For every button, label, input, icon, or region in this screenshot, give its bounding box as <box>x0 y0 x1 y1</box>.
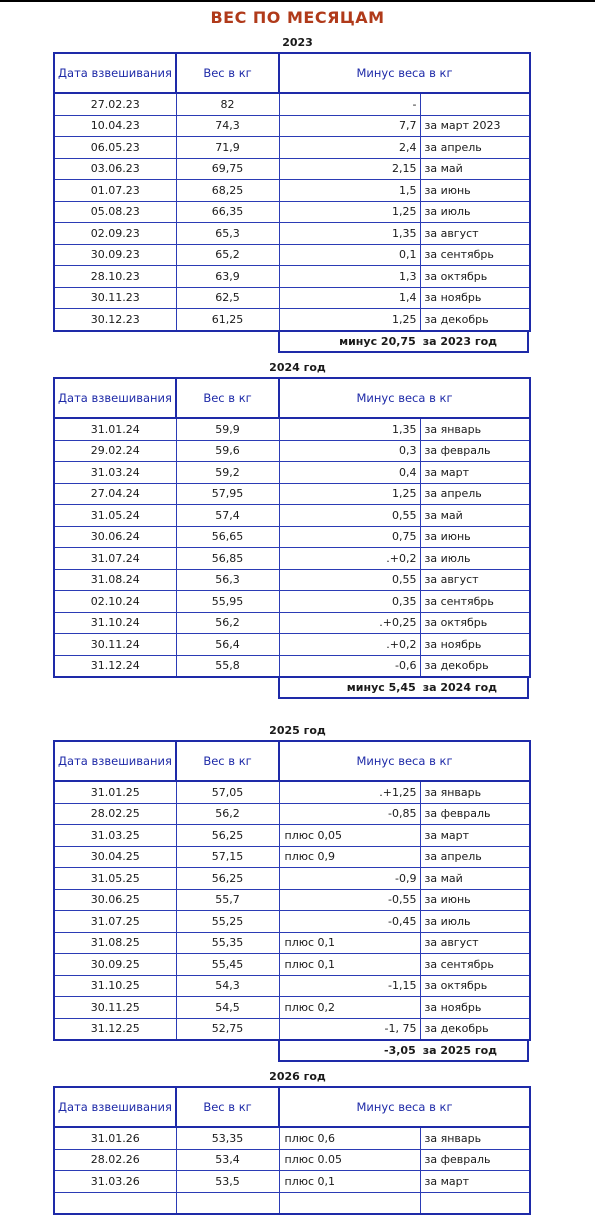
date-cell: 05.08.23 <box>54 201 176 223</box>
period-cell: за март <box>420 462 530 484</box>
change-cell: плюс 0,2 <box>279 997 420 1019</box>
weight-cell: 53,35 <box>176 1127 279 1149</box>
date-cell: 30.11.24 <box>54 634 176 656</box>
weight-cell: 62,5 <box>176 287 279 309</box>
header-minus: Минус веса в кг <box>279 378 530 418</box>
change-cell: .+0,2 <box>279 548 420 570</box>
date-cell: 31.03.24 <box>54 462 176 484</box>
weight-cell: 59,6 <box>176 440 279 462</box>
period-cell: за август <box>420 932 530 954</box>
change-cell: -0,9 <box>279 868 420 890</box>
period-cell: за апрель <box>420 137 530 159</box>
period-cell: за сентябрь <box>420 244 530 266</box>
period-cell: за май <box>420 868 530 890</box>
table-header-row <box>54 1087 530 1127</box>
period-cell: за март 2023 <box>420 115 530 137</box>
change-cell: плюс 0,1 <box>279 1171 420 1193</box>
date-cell: 31.12.25 <box>54 1018 176 1040</box>
change-cell: -0,6 <box>279 655 420 677</box>
change-cell: плюс 0,6 <box>279 1127 420 1149</box>
weight-cell: 53,4 <box>176 1149 279 1171</box>
change-cell: .+1,25 <box>279 781 420 803</box>
date-cell: 02.09.23 <box>54 223 176 245</box>
date-cell: 30.11.23 <box>54 287 176 309</box>
table-row <box>54 180 530 202</box>
period-cell: за сентябрь <box>420 954 530 976</box>
table-header-row <box>54 378 530 418</box>
table-row <box>54 244 530 266</box>
date-cell: 29.02.24 <box>54 440 176 462</box>
period-cell: за октябрь <box>420 612 530 634</box>
date-cell: 31.08.24 <box>54 569 176 591</box>
table-row <box>54 418 530 440</box>
period-cell: за ноябрь <box>420 997 530 1019</box>
date-cell: 30.09.23 <box>54 244 176 266</box>
period-cell: за ноябрь <box>420 287 530 309</box>
weight-cell: 56,65 <box>176 526 279 548</box>
year-heading: 2025 год <box>269 724 326 737</box>
change-cell: 1,35 <box>279 223 420 245</box>
change-cell: плюс 0,1 <box>279 954 420 976</box>
weight-cell: 55,25 <box>176 911 279 933</box>
table-row <box>54 1127 530 1149</box>
change-cell: плюс 0.05 <box>279 1149 420 1171</box>
table-row <box>54 825 530 847</box>
date-cell: 27.04.24 <box>54 483 176 505</box>
change-cell: 0,35 <box>279 591 420 613</box>
date-cell: 31.10.24 <box>54 612 176 634</box>
period-cell: за февраль <box>420 440 530 462</box>
date-cell: 27.02.23 <box>54 93 176 115</box>
change-cell: .+0,2 <box>279 634 420 656</box>
table-row <box>54 223 530 245</box>
period-cell: за февраль <box>420 803 530 825</box>
date-cell: 31.01.26 <box>54 1127 176 1149</box>
period-cell: за июнь <box>420 180 530 202</box>
table-row <box>54 137 530 159</box>
change-cell: .+0,25 <box>279 612 420 634</box>
table-row <box>54 846 530 868</box>
weight-cell: 82 <box>176 93 279 115</box>
change-cell: 1,35 <box>279 418 420 440</box>
table-row <box>54 954 530 976</box>
change-cell: 0,3 <box>279 440 420 462</box>
year-section <box>53 52 529 353</box>
change-cell: - <box>279 93 420 115</box>
change-cell: -0,45 <box>279 911 420 933</box>
weight-cell <box>176 1192 279 1214</box>
period-cell: за июль <box>420 548 530 570</box>
table-row <box>54 462 530 484</box>
table-row <box>54 201 530 223</box>
total-value: минус 20,75 <box>339 334 416 348</box>
period-cell: за сентябрь <box>420 591 530 613</box>
weight-cell: 74,3 <box>176 115 279 137</box>
change-cell: 1,4 <box>279 287 420 309</box>
period-cell: за март <box>420 1171 530 1193</box>
date-cell: 31.12.24 <box>54 655 176 677</box>
weight-cell: 56,2 <box>176 803 279 825</box>
period-cell: за декобрь <box>420 655 530 677</box>
date-cell: 06.05.23 <box>54 137 176 159</box>
change-cell: плюс 0,9 <box>279 846 420 868</box>
period-cell: за декобрь <box>420 1018 530 1040</box>
table-row <box>54 548 530 570</box>
date-cell: 10.04.23 <box>54 115 176 137</box>
date-cell: 31.03.26 <box>54 1171 176 1193</box>
date-cell: 31.07.25 <box>54 911 176 933</box>
date-cell: 28.02.25 <box>54 803 176 825</box>
weight-cell: 52,75 <box>176 1018 279 1040</box>
date-cell: 31.08.25 <box>54 932 176 954</box>
period-cell: за август <box>420 223 530 245</box>
change-cell: 1,25 <box>279 483 420 505</box>
weight-cell: 55,95 <box>176 591 279 613</box>
date-cell: 30.06.24 <box>54 526 176 548</box>
weight-cell: 68,25 <box>176 180 279 202</box>
period-cell: за январь <box>420 781 530 803</box>
table-row <box>54 287 530 309</box>
table-row <box>54 655 530 677</box>
weight-cell: 56,85 <box>176 548 279 570</box>
header-weight: Вес в кг <box>176 53 279 93</box>
change-cell: -0,85 <box>279 803 420 825</box>
table-row <box>54 1149 530 1171</box>
header-date: Дата взвешивания <box>54 741 176 781</box>
weight-cell: 57,15 <box>176 846 279 868</box>
period-cell: за январь <box>420 1127 530 1149</box>
header-date: Дата взвешивания <box>54 53 176 93</box>
table-header-row <box>54 53 530 93</box>
change-cell: 0,75 <box>279 526 420 548</box>
header-minus: Минус веса в кг <box>279 741 530 781</box>
year-total <box>278 1041 529 1062</box>
table-row <box>54 975 530 997</box>
date-cell: 31.10.25 <box>54 975 176 997</box>
weight-cell: 55,7 <box>176 889 279 911</box>
weight-cell: 56,2 <box>176 612 279 634</box>
weight-cell: 59,9 <box>176 418 279 440</box>
date-cell: 30.11.25 <box>54 997 176 1019</box>
weight-table <box>53 740 531 1041</box>
table-row <box>54 612 530 634</box>
year-section <box>53 740 529 1062</box>
date-cell: 30.09.25 <box>54 954 176 976</box>
date-cell: 31.01.24 <box>54 418 176 440</box>
total-value: минус 5,45 <box>346 681 416 694</box>
weight-cell: 53,5 <box>176 1171 279 1193</box>
date-cell: 31.07.24 <box>54 548 176 570</box>
total-period: за 2024 год <box>422 681 498 694</box>
table-row <box>54 266 530 288</box>
period-cell: за июль <box>420 201 530 223</box>
period-cell: за март <box>420 825 530 847</box>
table-row <box>54 932 530 954</box>
table-row <box>54 781 530 803</box>
table-row <box>54 1018 530 1040</box>
period-cell: за февраль <box>420 1149 530 1171</box>
change-cell: 1,5 <box>279 180 420 202</box>
table-row <box>54 115 530 137</box>
date-cell: 30.04.25 <box>54 846 176 868</box>
table-row <box>54 868 530 890</box>
weight-cell: 57,4 <box>176 505 279 527</box>
date-cell: 30.12.23 <box>54 309 176 331</box>
date-cell: 03.06.23 <box>54 158 176 180</box>
date-cell: 28.02.26 <box>54 1149 176 1171</box>
period-cell: за апрель <box>420 846 530 868</box>
date-cell: 31.01.25 <box>54 781 176 803</box>
change-cell: -0,55 <box>279 889 420 911</box>
date-cell: 01.07.23 <box>54 180 176 202</box>
change-cell: 0,4 <box>279 462 420 484</box>
change-cell: 1,25 <box>279 309 420 331</box>
change-cell: 2,15 <box>279 158 420 180</box>
period-cell: за август <box>420 569 530 591</box>
weight-cell: 54,3 <box>176 975 279 997</box>
change-cell: 0,55 <box>279 505 420 527</box>
weight-cell: 56,3 <box>176 569 279 591</box>
weight-table <box>53 377 531 678</box>
weight-cell: 63,9 <box>176 266 279 288</box>
change-cell: 1,3 <box>279 266 420 288</box>
total-period: за 2023 год <box>422 334 498 348</box>
weight-cell: 71,9 <box>176 137 279 159</box>
table-row <box>54 634 530 656</box>
weight-cell: 61,25 <box>176 309 279 331</box>
header-date: Дата взвешивания <box>54 378 176 418</box>
header-weight: Вес в кг <box>176 1087 279 1127</box>
period-cell: за июль <box>420 911 530 933</box>
table-row <box>54 93 530 115</box>
period-cell <box>420 1192 530 1214</box>
change-cell: 2,4 <box>279 137 420 159</box>
table-row <box>54 911 530 933</box>
weight-cell: 56,25 <box>176 825 279 847</box>
table-row <box>54 997 530 1019</box>
weight-table <box>53 1086 531 1215</box>
weight-cell: 57,95 <box>176 483 279 505</box>
year-total <box>278 678 529 699</box>
period-cell: за декобрь <box>420 309 530 331</box>
header-weight: Вес в кг <box>176 741 279 781</box>
table-row <box>54 505 530 527</box>
header-weight: Вес в кг <box>176 378 279 418</box>
table-row <box>54 1171 530 1193</box>
change-cell: 0,55 <box>279 569 420 591</box>
change-cell: -1, 75 <box>279 1018 420 1040</box>
change-cell <box>279 1192 420 1214</box>
header-minus: Минус веса в кг <box>279 1087 530 1127</box>
date-cell: 30.06.25 <box>54 889 176 911</box>
change-cell: плюс 0,1 <box>279 932 420 954</box>
table-row <box>54 309 530 331</box>
change-cell: 7,7 <box>279 115 420 137</box>
date-cell: 02.10.24 <box>54 591 176 613</box>
change-cell: -1,15 <box>279 975 420 997</box>
weight-cell: 55,8 <box>176 655 279 677</box>
date-cell: 31.03.25 <box>54 825 176 847</box>
period-cell: за июнь <box>420 889 530 911</box>
date-cell: 28.10.23 <box>54 266 176 288</box>
change-cell: 1,25 <box>279 201 420 223</box>
weight-cell: 56,4 <box>176 634 279 656</box>
date-cell: 31.05.25 <box>54 868 176 890</box>
year-heading: 2024 год <box>269 361 326 374</box>
weight-cell: 54,5 <box>176 997 279 1019</box>
table-row <box>54 569 530 591</box>
date-cell <box>54 1192 176 1214</box>
period-cell: за апрель <box>420 483 530 505</box>
weight-cell: 65,2 <box>176 244 279 266</box>
period-cell: за октябрь <box>420 266 530 288</box>
year-section <box>53 377 529 699</box>
table-row <box>54 483 530 505</box>
top-border <box>0 0 595 2</box>
weight-cell: 59,2 <box>176 462 279 484</box>
year-section <box>53 1086 529 1215</box>
period-cell: за октябрь <box>420 975 530 997</box>
year-total <box>278 332 529 353</box>
page-title: ВЕС ПО МЕСЯЦАМ <box>210 8 385 27</box>
header-minus: Минус веса в кг <box>279 53 530 93</box>
table-row <box>54 526 530 548</box>
table-row <box>54 803 530 825</box>
change-cell: плюс 0,05 <box>279 825 420 847</box>
weight-cell: 56,25 <box>176 868 279 890</box>
year-heading: 2023 <box>282 36 313 49</box>
period-cell: за ноябрь <box>420 634 530 656</box>
weight-cell: 57,05 <box>176 781 279 803</box>
weight-cell: 66,35 <box>176 201 279 223</box>
header-date: Дата взвешивания <box>54 1087 176 1127</box>
total-period: за 2025 год <box>422 1044 498 1057</box>
period-cell <box>420 93 530 115</box>
period-cell: за май <box>420 505 530 527</box>
table-header-row <box>54 741 530 781</box>
table-row <box>54 158 530 180</box>
weight-cell: 69,75 <box>176 158 279 180</box>
weight-cell: 55,35 <box>176 932 279 954</box>
weight-cell: 65,3 <box>176 223 279 245</box>
date-cell: 31.05.24 <box>54 505 176 527</box>
change-cell: 0,1 <box>279 244 420 266</box>
table-row <box>54 889 530 911</box>
period-cell: за январь <box>420 418 530 440</box>
period-cell: за июнь <box>420 526 530 548</box>
weight-table <box>53 52 531 332</box>
weight-cell: 55,45 <box>176 954 279 976</box>
table-row <box>54 591 530 613</box>
period-cell: за май <box>420 158 530 180</box>
table-row <box>54 440 530 462</box>
table-row <box>54 1192 530 1214</box>
year-heading: 2026 год <box>269 1070 326 1083</box>
total-value: -3,05 <box>384 1044 416 1057</box>
